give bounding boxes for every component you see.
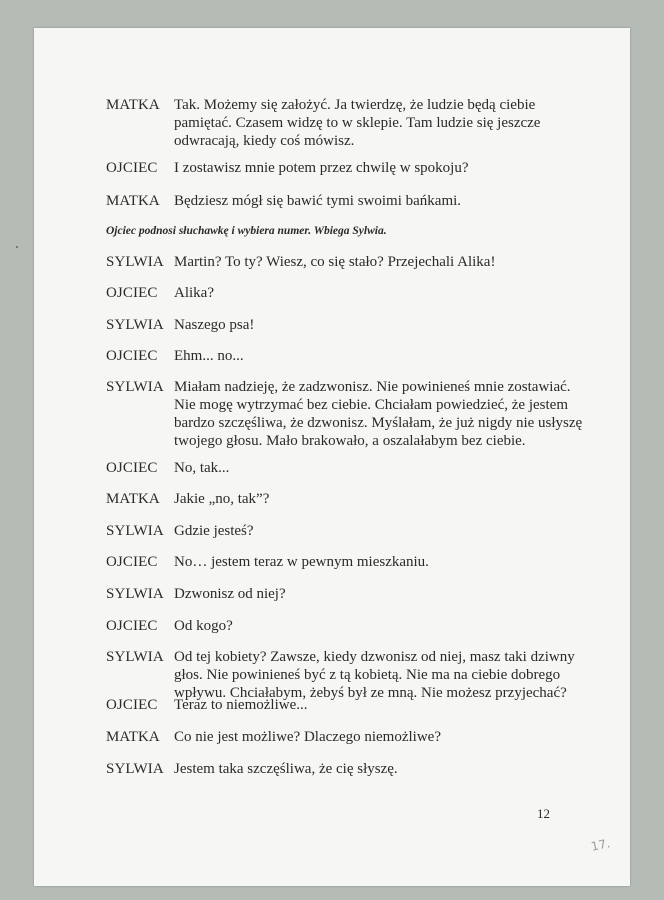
page-number: 12 [537,806,550,821]
dialogue-line: Gdzie jesteś? [174,523,254,539]
dialogue-text [174,553,590,571]
dialogue-line: głos. Nie powinieneś być z tą kobietą. Nie ma na ciebie dobrego [174,667,561,683]
speaker-name: OJCIEC [106,348,158,364]
dialogue-text [174,316,590,334]
dialogue-line: Martin? To ty? Wiesz, co się stało? Przejechali Alika! [174,254,496,270]
speaker-name: SYLWIA [106,317,164,333]
dialogue-line: Alika? [174,285,214,301]
dialogue-entry [106,522,590,540]
dialogue-text [174,459,590,477]
dialogue-line: Miałam nadzieję, że zadzwonisz. Nie powinieneś mnie zostawiać. [174,379,571,395]
dialogue-entry [106,378,590,450]
dialogue-line: wpływu. Chciałabym, żebyś był ze mną. Nie możesz przyjechać? [174,685,567,701]
dialogue-entry [106,553,590,571]
speaker-name: SYLWIA [106,649,164,665]
dialogue-text [174,522,590,540]
dialogue-entry [106,617,590,635]
dialogue-entry [106,159,590,177]
dialogue-line: Dzwonisz od niej? [174,586,286,602]
dialogue-line: No… jestem teraz w pewnym mieszkaniu. [174,554,429,570]
speaker-name: OJCIEC [106,618,158,634]
dialogue-text [174,284,590,302]
dialogue-entry [106,459,590,477]
dialogue-line: I zostawisz mnie potem przez chwilę w spokoju? [174,160,469,176]
dialogue-text [174,696,590,714]
dialogue-entry [106,316,590,334]
dialogue-text [174,728,590,746]
dialogue-line: Ehm... no... [174,348,244,364]
speaker-name: SYLWIA [106,523,164,539]
speaker-name: MATKA [106,97,160,113]
speaker-name: MATKA [106,193,160,209]
speaker-name: OJCIEC [106,285,158,301]
dialogue-text [174,617,590,635]
dialogue-text [174,648,590,702]
speaker-name: MATKA [106,729,160,745]
dialogue-line: Od tej kobiety? Zawsze, kiedy dzwonisz od niej, masz taki dziwny [174,649,575,665]
dialogue-line: Nie mogę wytrzymać bez ciebie. Chciałam powiedzieć, że jestem [174,397,568,413]
dialogue-line: twojego głosu. Mało brakowało, a oszalałabym bez ciebie. [174,433,526,449]
dialogue-text [174,159,590,177]
dialogue-line: Tak. Możemy się założyć. Ja twierdzę, że ludzie będą ciebie [174,97,536,113]
speaker-name: SYLWIA [106,254,164,270]
dialogue-line: No, tak... [174,460,230,476]
dialogue-entry [106,347,590,365]
speaker-name: SYLWIA [106,761,164,777]
dialogue-text [174,253,590,271]
dialogue-line: Naszego psa! [174,317,255,333]
dialogue-entry [106,253,590,271]
speaker-name: SYLWIA [106,586,164,602]
dialogue-line: bardzo szczęśliwa, że dzwonisz. Myślałam, że już nigdy nie usłyszę [174,415,583,431]
stage-direction: Ojciec podnosi słuchawkę i wybiera numer. Wbiega Sylwia. [106,225,387,237]
dialogue-line: Jakie „no, tak”? [174,491,270,507]
dialogue-line: Co nie jest możliwe? Dlaczego niemożliwe? [174,729,441,745]
dialogue-text [174,378,590,450]
dialogue-entry [106,728,590,746]
document-page [34,28,630,886]
dialogue-line: Jestem taka szczęśliwa, że cię słyszę. [174,761,398,777]
speaker-name: MATKA [106,491,160,507]
speaker-name: OJCIEC [106,160,158,176]
dialogue-line: Teraz to niemożliwe... [174,697,308,713]
dialogue-text [174,760,590,778]
dialogue-text [174,490,590,508]
dialogue-text [174,585,590,603]
dialogue-line: odwracają, kiedy coś mówisz. [174,133,355,149]
dialogue-entry [106,585,590,603]
dialogue-text [174,192,590,210]
dialogue-entry [106,284,590,302]
dialogue-entry [106,696,590,714]
dialogue-text [174,347,590,365]
handwritten-page-mark: 17. [589,836,612,854]
dialogue-entry [106,490,590,508]
dialogue-entry [106,648,590,702]
dialogue-line: Będziesz mógł się bawić tymi swoimi bańkami. [174,193,462,209]
speaker-name: OJCIEC [106,554,158,570]
speaker-name: OJCIEC [106,460,158,476]
scan-speck [16,246,18,248]
speaker-name: SYLWIA [106,379,164,395]
dialogue-entry [106,96,590,150]
dialogue-line: pamiętać. Czasem widzę to w sklepie. Tam ludzie się jeszcze [174,115,541,131]
dialogue-entry [106,192,590,210]
dialogue-text [174,96,590,150]
dialogue-line: Od kogo? [174,618,233,634]
dialogue-entry [106,760,590,778]
speaker-name: OJCIEC [106,697,158,713]
